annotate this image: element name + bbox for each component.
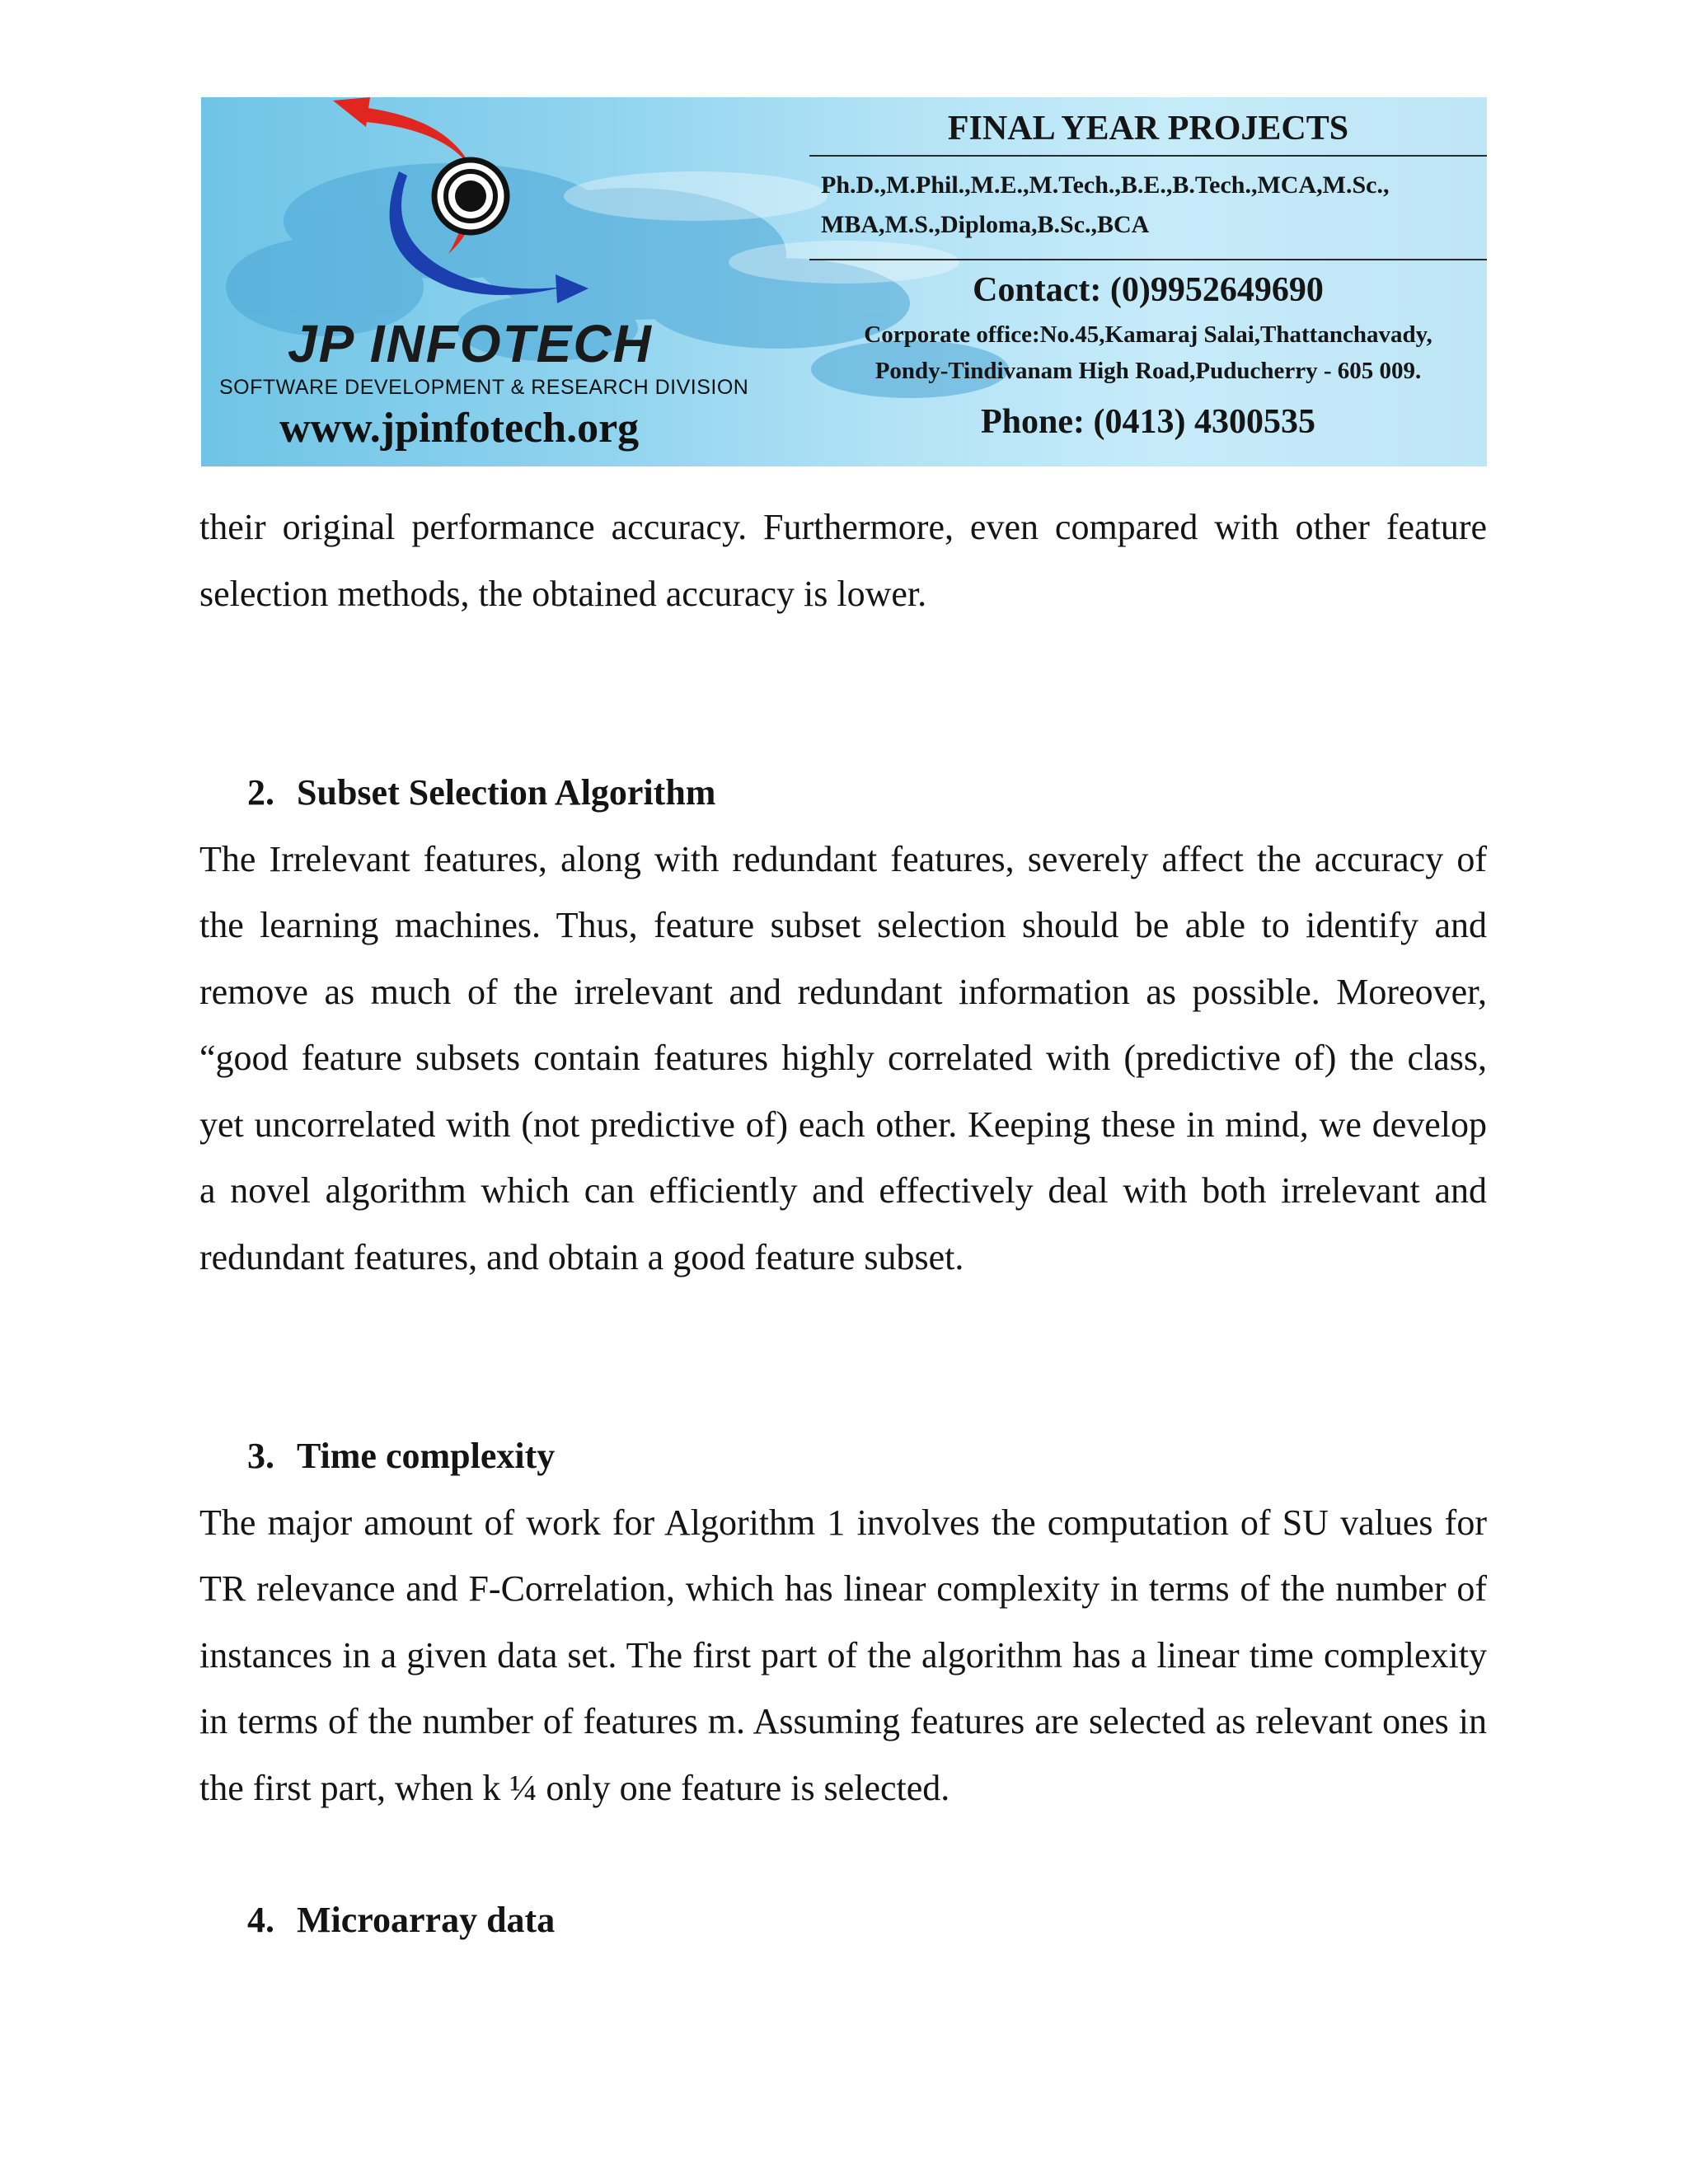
degrees-line-1: Ph.D.,M.Phil.,M.E.,M.Tech.,B.E.,B.Tech.,MCA,M.Sc., (821, 171, 1390, 199)
logo-subtitle: SOFTWARE DEVELOPMENT & RESEARCH DIVISION (219, 376, 749, 399)
section-title: Microarray data (297, 1900, 556, 1940)
section-heading-microarray-data (199, 1887, 1487, 1954)
section-title: Subset Selection Algorithm (297, 772, 716, 813)
address-line-2: Pondy-Tindivanam High Road,Puducherry - 605 009. (874, 358, 1422, 384)
phone-number: Phone: (0413) 4300535 (981, 403, 1315, 441)
address-line-1: Corporate office:No.45,Kamaraj Salai,Thattanchavady, (864, 321, 1432, 348)
website-link[interactable]: www.jpinfotech.org (279, 405, 640, 452)
header-banner (201, 97, 1487, 466)
intro-paragraph: their original performance accuracy. Furthermore, even compared with other feature selection methods, the obtained accuracy is lower. (199, 507, 1487, 614)
spacer (199, 1291, 1487, 1423)
section-number: 3. (247, 1436, 274, 1476)
section-body-time-complexity: The major amount of work for Algorithm 1 involves the computation of SU values for TR relevance and F-Correlation, which has linear complexity in terms of the number of instances in a given data set. The first part of the algorithm has a linear time complexity in terms of the number of features m. Assuming features are selected as relevant ones in the first part, when k ¼ only one feature is selected. (199, 1502, 1487, 1808)
divider (809, 259, 1487, 260)
banner-heading: FINAL YEAR PROJECTS (947, 110, 1349, 148)
section-title: Time complexity (297, 1436, 556, 1476)
section-heading-time-complexity (199, 1423, 1487, 1490)
section-number: 2. (247, 772, 274, 813)
spacer (199, 1821, 1487, 1887)
target-eye-icon (434, 160, 507, 232)
logo-title: JP INFOTECH (288, 314, 653, 373)
section-number: 4. (247, 1900, 274, 1940)
divider (809, 155, 1487, 157)
section-heading-subset-selection (199, 760, 1487, 827)
contact-number: Contact: (0)9952649690 (973, 271, 1324, 309)
degrees-line-2: MBA,M.S.,Diploma,B.Sc.,BCA (821, 211, 1150, 238)
section-body-subset-selection: The Irrelevant features, along with redundant features, severely affect the accuracy of the learning machines. Thus, feature subset selection should be able to identify and remove as much of the irrelevant and redundant information as possible. Moreover, “good feature subsets contain features highly correlated with (predictive of) the class, yet uncorrelated with (not predictive of) each other. Keeping these in mind, we develop a novel algorithm which can efficiently and effectively deal with both irrelevant and redundant features, and obtain a good feature subset. (199, 838, 1487, 1277)
document-body (199, 494, 1487, 1954)
banner-info-panel (809, 97, 1487, 466)
spacer (199, 627, 1487, 760)
